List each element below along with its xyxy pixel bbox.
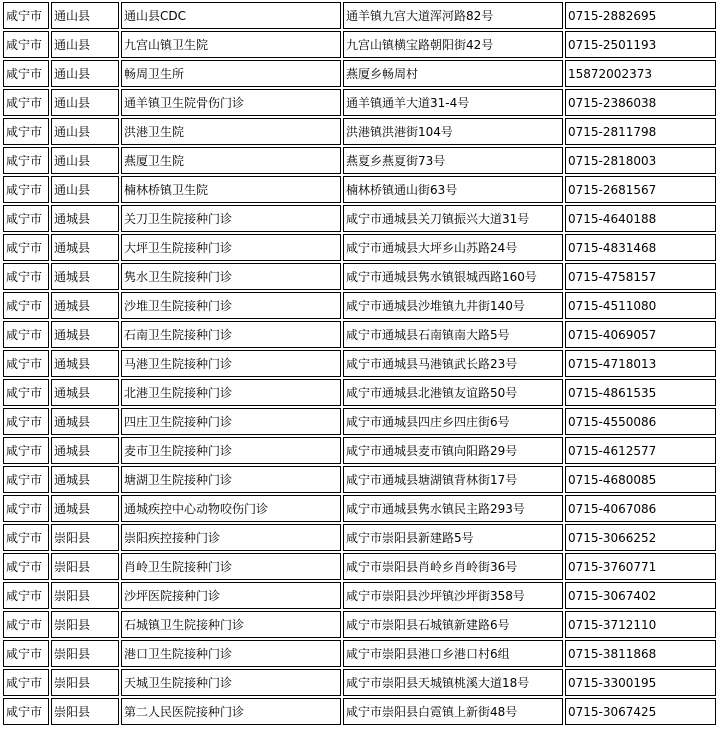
- clinic-name-cell: 肖岭卫生院接种门诊: [121, 553, 341, 580]
- address-cell: 咸宁市通城县沙堆镇九井街140号: [343, 292, 563, 319]
- phone-cell: 0715-2882695: [565, 2, 716, 29]
- county-cell: 通山县: [51, 147, 119, 174]
- city-cell: 咸宁市: [3, 292, 49, 319]
- address-cell: 楠林桥镇通山街63号: [343, 176, 563, 203]
- city-cell: 咸宁市: [3, 89, 49, 116]
- city-cell: 咸宁市: [3, 640, 49, 667]
- table-row: [3, 495, 716, 522]
- table-row: [3, 263, 716, 290]
- table-row: [3, 408, 716, 435]
- table-row: [3, 466, 716, 493]
- table-row: [3, 118, 716, 145]
- city-cell: 咸宁市: [3, 466, 49, 493]
- table-row: [3, 350, 716, 377]
- clinic-name-cell: 石南卫生院接种门诊: [121, 321, 341, 348]
- address-cell: 咸宁市通城县马港镇武长路23号: [343, 350, 563, 377]
- city-cell: 咸宁市: [3, 582, 49, 609]
- table-row: [3, 669, 716, 696]
- clinic-name-cell: 港口卫生院接种门诊: [121, 640, 341, 667]
- city-cell: 咸宁市: [3, 31, 49, 58]
- clinic-name-cell: 沙坪医院接种门诊: [121, 582, 341, 609]
- address-cell: 咸宁市崇阳县天城镇桃溪大道18号: [343, 669, 563, 696]
- city-cell: 咸宁市: [3, 669, 49, 696]
- county-cell: 通城县: [51, 350, 119, 377]
- clinic-table-body: [3, 2, 716, 725]
- phone-cell: 0715-4069057: [565, 321, 716, 348]
- phone-cell: 0715-4861535: [565, 379, 716, 406]
- city-cell: 咸宁市: [3, 611, 49, 638]
- phone-cell: 0715-3712110: [565, 611, 716, 638]
- address-cell: 咸宁市通城县隽水镇银城西路160号: [343, 263, 563, 290]
- county-cell: 通城县: [51, 437, 119, 464]
- city-cell: 咸宁市: [3, 147, 49, 174]
- clinic-name-cell: 通山县CDC: [121, 2, 341, 29]
- clinic-name-cell: 马港卫生院接种门诊: [121, 350, 341, 377]
- table-row: [3, 640, 716, 667]
- clinic-name-cell: 洪港卫生院: [121, 118, 341, 145]
- city-cell: 咸宁市: [3, 2, 49, 29]
- table-row: [3, 205, 716, 232]
- county-cell: 通城县: [51, 408, 119, 435]
- address-cell: 咸宁市通城县北港镇友谊路50号: [343, 379, 563, 406]
- address-cell: 咸宁市通城县大坪乡山苏路24号: [343, 234, 563, 261]
- city-cell: 咸宁市: [3, 524, 49, 551]
- county-cell: 崇阳县: [51, 669, 119, 696]
- phone-cell: 0715-4680085: [565, 466, 716, 493]
- address-cell: 咸宁市通城县关刀镇振兴大道31号: [343, 205, 563, 232]
- table-row: [3, 31, 716, 58]
- clinic-name-cell: 大坪卫生院接种门诊: [121, 234, 341, 261]
- county-cell: 崇阳县: [51, 524, 119, 551]
- city-cell: 咸宁市: [3, 379, 49, 406]
- city-cell: 咸宁市: [3, 234, 49, 261]
- clinic-table: [1, 0, 718, 727]
- city-cell: 咸宁市: [3, 118, 49, 145]
- table-row: [3, 2, 716, 29]
- address-cell: 咸宁市通城县石南镇南大路5号: [343, 321, 563, 348]
- table-row: [3, 611, 716, 638]
- clinic-name-cell: 畅周卫生所: [121, 60, 341, 87]
- table-row: [3, 553, 716, 580]
- county-cell: 通山县: [51, 176, 119, 203]
- county-cell: 崇阳县: [51, 698, 119, 725]
- table-row: [3, 89, 716, 116]
- phone-cell: 0715-3066252: [565, 524, 716, 551]
- clinic-name-cell: 燕厦卫生院: [121, 147, 341, 174]
- table-row: [3, 437, 716, 464]
- clinic-name-cell: 北港卫生院接种门诊: [121, 379, 341, 406]
- table-row: [3, 60, 716, 87]
- clinic-name-cell: 九宫山镇卫生院: [121, 31, 341, 58]
- table-row: [3, 292, 716, 319]
- address-cell: 九宫山镇横宝路朝阳街42号: [343, 31, 563, 58]
- phone-cell: 0715-3300195: [565, 669, 716, 696]
- phone-cell: 0715-4067086: [565, 495, 716, 522]
- county-cell: 通城县: [51, 263, 119, 290]
- county-cell: 通城县: [51, 466, 119, 493]
- phone-cell: 0715-3811868: [565, 640, 716, 667]
- phone-cell: 0715-2681567: [565, 176, 716, 203]
- address-cell: 洪港镇洪港街104号: [343, 118, 563, 145]
- city-cell: 咸宁市: [3, 176, 49, 203]
- table-row: [3, 234, 716, 261]
- address-cell: 咸宁市崇阳县白霓镇上新街48号: [343, 698, 563, 725]
- phone-cell: 0715-4550086: [565, 408, 716, 435]
- clinic-name-cell: 天城卫生院接种门诊: [121, 669, 341, 696]
- phone-cell: 0715-4718013: [565, 350, 716, 377]
- phone-cell: 15872002373: [565, 60, 716, 87]
- county-cell: 通山县: [51, 60, 119, 87]
- phone-cell: 0715-3067402: [565, 582, 716, 609]
- address-cell: 咸宁市崇阳县石城镇新建路6号: [343, 611, 563, 638]
- city-cell: 咸宁市: [3, 698, 49, 725]
- address-cell: 咸宁市崇阳县港口乡港口村6组: [343, 640, 563, 667]
- phone-cell: 0715-2811798: [565, 118, 716, 145]
- county-cell: 通城县: [51, 205, 119, 232]
- phone-cell: 0715-4758157: [565, 263, 716, 290]
- city-cell: 咸宁市: [3, 553, 49, 580]
- clinic-name-cell: 石城镇卫生院接种门诊: [121, 611, 341, 638]
- table-row: [3, 147, 716, 174]
- address-cell: 咸宁市崇阳县肖岭乡肖岭街36号: [343, 553, 563, 580]
- county-cell: 通城县: [51, 292, 119, 319]
- address-cell: 咸宁市崇阳县新建路5号: [343, 524, 563, 551]
- county-cell: 通城县: [51, 321, 119, 348]
- table-row: [3, 524, 716, 551]
- county-cell: 崇阳县: [51, 553, 119, 580]
- county-cell: 崇阳县: [51, 640, 119, 667]
- county-cell: 通城县: [51, 495, 119, 522]
- county-cell: 通山县: [51, 31, 119, 58]
- clinic-name-cell: 隽水卫生院接种门诊: [121, 263, 341, 290]
- city-cell: 咸宁市: [3, 205, 49, 232]
- clinic-name-cell: 塘湖卫生院接种门诊: [121, 466, 341, 493]
- address-cell: 通羊镇通羊大道31-4号: [343, 89, 563, 116]
- address-cell: 咸宁市崇阳县沙坪镇沙坪街358号: [343, 582, 563, 609]
- city-cell: 咸宁市: [3, 437, 49, 464]
- table-row: [3, 321, 716, 348]
- county-cell: 通城县: [51, 379, 119, 406]
- city-cell: 咸宁市: [3, 263, 49, 290]
- clinic-name-cell: 崇阳疾控接种门诊: [121, 524, 341, 551]
- clinic-name-cell: 四庄卫生院接种门诊: [121, 408, 341, 435]
- phone-cell: 0715-2386038: [565, 89, 716, 116]
- table-row: [3, 582, 716, 609]
- county-cell: 通山县: [51, 89, 119, 116]
- phone-cell: 0715-4511080: [565, 292, 716, 319]
- address-cell: 咸宁市通城县隽水镇民主路293号: [343, 495, 563, 522]
- city-cell: 咸宁市: [3, 321, 49, 348]
- county-cell: 通城县: [51, 234, 119, 261]
- phone-cell: 0715-2818003: [565, 147, 716, 174]
- clinic-name-cell: 沙堆卫生院接种门诊: [121, 292, 341, 319]
- city-cell: 咸宁市: [3, 495, 49, 522]
- table-row: [3, 379, 716, 406]
- city-cell: 咸宁市: [3, 350, 49, 377]
- clinic-name-cell: 关刀卫生院接种门诊: [121, 205, 341, 232]
- clinic-name-cell: 第二人民医院接种门诊: [121, 698, 341, 725]
- county-cell: 通山县: [51, 2, 119, 29]
- clinic-name-cell: 通城疾控中心动物咬伤门诊: [121, 495, 341, 522]
- phone-cell: 0715-3067425: [565, 698, 716, 725]
- address-cell: 燕夏乡燕夏街73号: [343, 147, 563, 174]
- county-cell: 崇阳县: [51, 582, 119, 609]
- phone-cell: 0715-4612577: [565, 437, 716, 464]
- address-cell: 咸宁市通城县四庄乡四庄街6号: [343, 408, 563, 435]
- county-cell: 通山县: [51, 118, 119, 145]
- table-row: [3, 176, 716, 203]
- clinic-name-cell: 麦市卫生院接种门诊: [121, 437, 341, 464]
- clinic-name-cell: 楠林桥镇卫生院: [121, 176, 341, 203]
- address-cell: 咸宁市通城县塘湖镇背林街17号: [343, 466, 563, 493]
- address-cell: 咸宁市通城县麦市镇向阳路29号: [343, 437, 563, 464]
- table-row: [3, 698, 716, 725]
- county-cell: 崇阳县: [51, 611, 119, 638]
- city-cell: 咸宁市: [3, 408, 49, 435]
- clinic-name-cell: 通羊镇卫生院骨伤门诊: [121, 89, 341, 116]
- phone-cell: 0715-3760771: [565, 553, 716, 580]
- phone-cell: 0715-4640188: [565, 205, 716, 232]
- address-cell: 通羊镇九宫大道浑河路82号: [343, 2, 563, 29]
- city-cell: 咸宁市: [3, 60, 49, 87]
- phone-cell: 0715-2501193: [565, 31, 716, 58]
- phone-cell: 0715-4831468: [565, 234, 716, 261]
- address-cell: 燕厦乡畅周村: [343, 60, 563, 87]
